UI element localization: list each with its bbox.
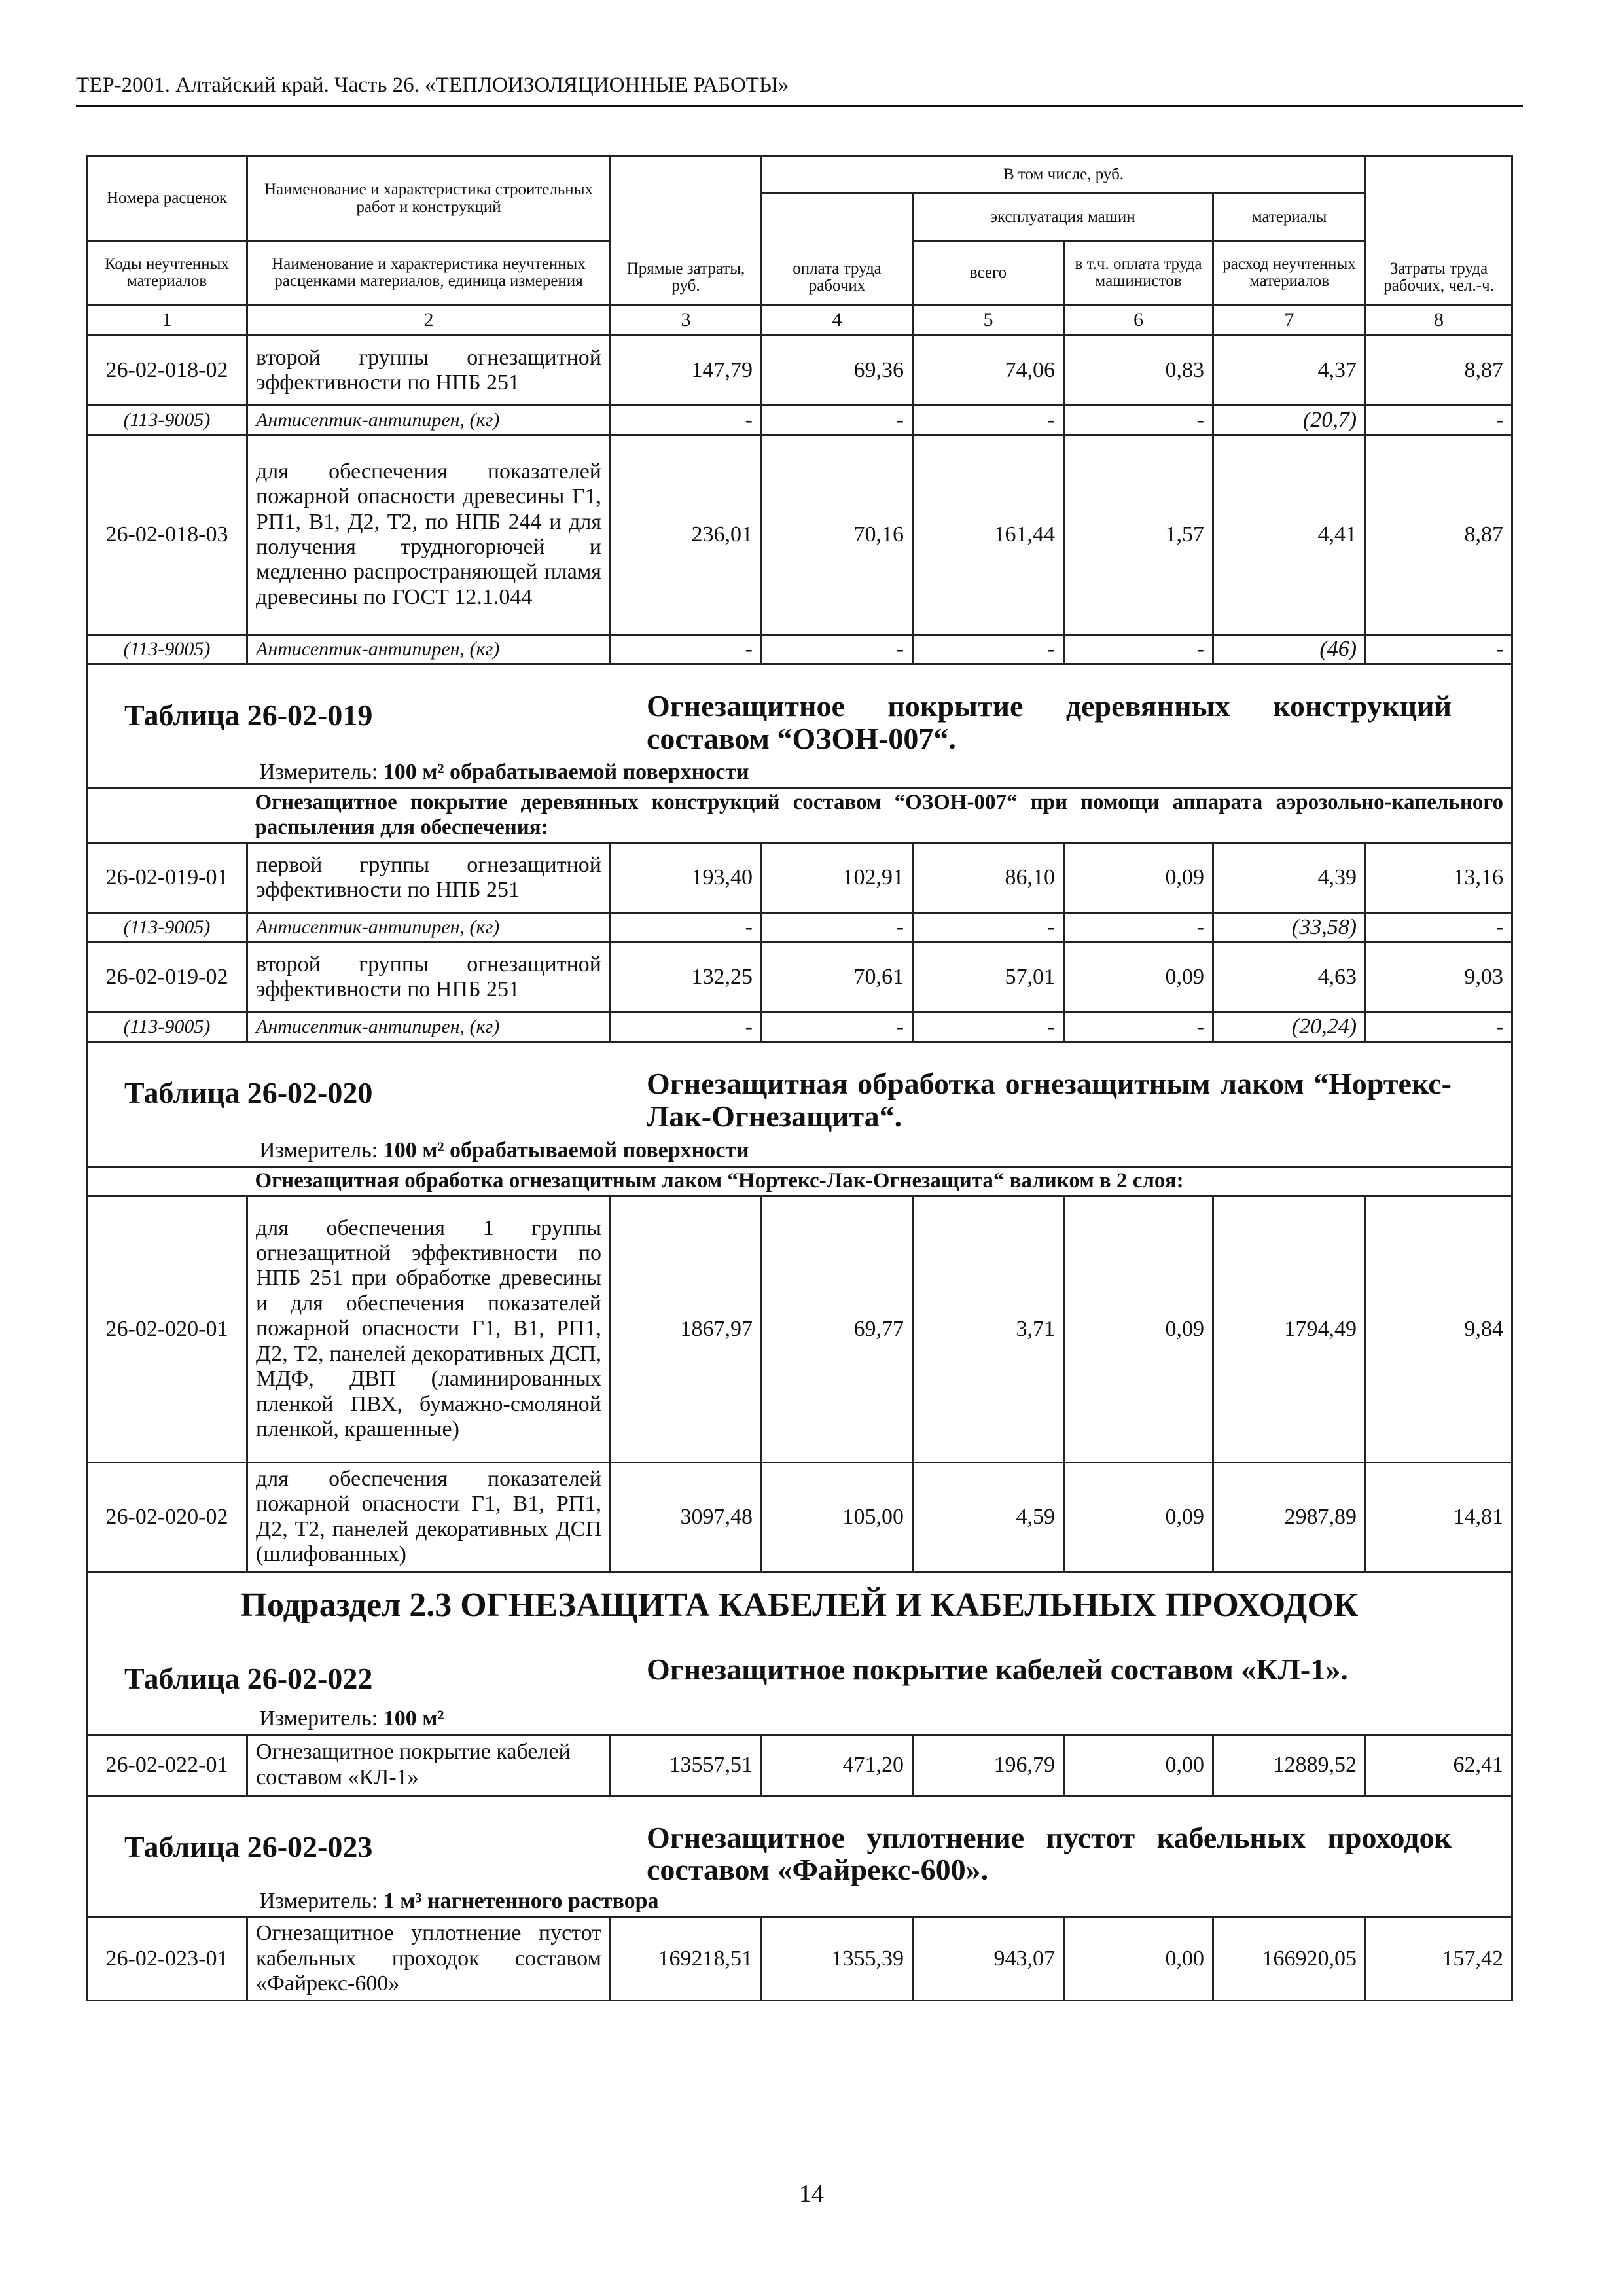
rate-name: для обеспечения показателей пожарной опасности Г1, В1, РП1, Д2, Т2, панелей декоративных ДСП (шлифованных) <box>247 1462 611 1571</box>
value-labor-pay: 69,77 <box>762 1196 913 1462</box>
value-materials: 4,63 <box>1213 942 1366 1013</box>
col-num: 4 <box>762 305 913 336</box>
rate-row <box>87 942 1512 1013</box>
rate-code: 26-02-023-01 <box>87 1917 247 2000</box>
value-machinist-pay: 0,83 <box>1064 336 1213 406</box>
col-incl-pay-header: в т.ч. оплата труда машинистов <box>1064 242 1213 305</box>
measure-value: 100 м² обрабатываемой поверхности <box>383 1138 749 1162</box>
value-materials: 2987,89 <box>1213 1462 1366 1571</box>
material-value: - <box>611 1013 762 1042</box>
table-title: Таблица 26-02-019 <box>124 698 373 732</box>
table-name: Огнезащитное покрытие деревянных конструкций составом “ОЗОН-007“. <box>647 689 1452 755</box>
measure-label: Измеритель: <box>259 1138 378 1162</box>
value-machines-total: 4,59 <box>913 1462 1064 1571</box>
value-direct: 1867,97 <box>611 1196 762 1462</box>
col-total-header: всего <box>913 242 1064 305</box>
value-machines-total: 74,06 <box>913 336 1064 406</box>
rate-name: второй группы огнезащитной эффективности по НПБ 251 <box>247 942 611 1013</box>
subhead-row <box>87 789 1512 843</box>
material-value: - <box>762 913 913 942</box>
rate-row <box>87 336 1512 406</box>
value-machinist-pay: 1,57 <box>1064 435 1213 635</box>
col-num: 6 <box>1064 305 1213 336</box>
value-labor-pay: 70,16 <box>762 435 913 635</box>
rate-code: 26-02-020-01 <box>87 1196 247 1462</box>
material-name: Антисептик-антипирен, (кг) <box>247 635 611 664</box>
material-name: Антисептик-антипирен, (кг) <box>247 913 611 942</box>
rate-row <box>87 843 1512 913</box>
value-labor-cost: 157,42 <box>1366 1917 1512 2000</box>
value-machinist-pay: 0,09 <box>1064 1462 1213 1571</box>
value-machines-total: 943,07 <box>913 1917 1064 2000</box>
material-value: - <box>611 406 762 435</box>
rate-code: 26-02-019-01 <box>87 843 247 913</box>
value-labor-cost: 8,87 <box>1366 435 1512 635</box>
value-machinist-pay: 0,09 <box>1064 1196 1213 1462</box>
table-title-row <box>87 664 1512 789</box>
material-value: - <box>762 406 913 435</box>
table-name: Огнезащитное покрытие кабелей составом «КЛ-1». <box>647 1652 1348 1686</box>
material-value: - <box>611 635 762 664</box>
value-direct: 132,25 <box>611 942 762 1013</box>
col-num: 8 <box>1366 305 1512 336</box>
table-title: Таблица 26-02-023 <box>124 1829 373 1863</box>
material-row <box>87 635 1512 664</box>
subhead-row <box>87 1166 1512 1196</box>
value-materials: 166920,05 <box>1213 1917 1366 2000</box>
value-machinist-pay: 0,00 <box>1064 1917 1213 2000</box>
value-labor-pay: 69,36 <box>762 336 913 406</box>
material-value: - <box>611 913 762 942</box>
table-name: Огнезащитное уплотнение пустот кабельных проходок составом «Файрекс-600». <box>647 1820 1452 1887</box>
material-value: - <box>913 635 1064 664</box>
rate-name: первой группы огнезащитной эффективности по НПБ 251 <box>247 843 611 913</box>
value-machines-total: 86,10 <box>913 843 1064 913</box>
col-incl-header: В том числе, руб. <box>762 156 1366 194</box>
material-value: - <box>1064 635 1213 664</box>
value-labor-pay: 105,00 <box>762 1462 913 1571</box>
value-machines-total: 196,79 <box>913 1734 1064 1795</box>
material-code: (113-9005) <box>87 406 247 435</box>
value-direct: 193,40 <box>611 843 762 913</box>
col-num: 1 <box>87 305 247 336</box>
material-value: (20,7) <box>1213 406 1366 435</box>
rate-code: 26-02-020-02 <box>87 1462 247 1571</box>
material-value: - <box>1064 1013 1213 1042</box>
measure-line <box>88 755 1511 787</box>
table-title-row <box>87 1795 1512 1917</box>
material-name: Антисептик-антипирен, (кг) <box>247 1013 611 1042</box>
material-value: - <box>1366 406 1512 435</box>
col-rates-header: Номера расценок <box>87 156 247 242</box>
rate-code: 26-02-018-03 <box>87 435 247 635</box>
measure-label: Измеритель: <box>259 760 378 785</box>
material-value: - <box>762 635 913 664</box>
rate-row <box>87 1462 1512 1571</box>
material-value: - <box>913 913 1064 942</box>
material-value: (46) <box>1213 635 1366 664</box>
rate-row <box>87 1917 1512 2000</box>
material-value: - <box>762 1013 913 1042</box>
page-number: 14 <box>799 2180 824 2208</box>
material-row <box>87 1013 1512 1042</box>
material-value: - <box>913 406 1064 435</box>
rate-name: для обеспечения показателей пожарной опасности древесины Г1, РП1, В1, Д2, Т2, по НПБ 244 и для получения трудногорючей и медленно распространяющей пламя древесины по ГОСТ 12.1.044 <box>247 435 611 635</box>
value-direct: 169218,51 <box>611 1917 762 2000</box>
rate-code: 26-02-019-02 <box>87 942 247 1013</box>
value-labor-pay: 70,61 <box>762 942 913 1013</box>
measure-line <box>88 1886 1511 1916</box>
value-labor-cost: 9,03 <box>1366 942 1512 1013</box>
material-row <box>87 406 1512 435</box>
header-rule <box>76 105 1523 107</box>
rate-name: Огнезащитное покрытие кабелей составом «КЛ-1» <box>247 1734 611 1795</box>
material-value: - <box>1064 913 1213 942</box>
measure-value: 100 м² обрабатываемой поверхности <box>383 760 749 785</box>
material-code: (113-9005) <box>87 1013 247 1042</box>
running-header: ТЕР-2001. Алтайский край. Часть 26. «ТЕПЛОИЗОЛЯЦИОННЫЕ РАБОТЫ» <box>76 73 789 97</box>
value-materials: 1794,49 <box>1213 1196 1366 1462</box>
col-machines-header: эксплуатация машин <box>913 194 1213 242</box>
col-num: 2 <box>247 305 611 336</box>
col-num: 3 <box>611 305 762 336</box>
value-direct: 3097,48 <box>611 1462 762 1571</box>
col-materials-header: материалы <box>1213 194 1366 242</box>
col-direct-header: Прямые затраты, руб. <box>611 156 762 305</box>
measure-line <box>88 1704 1511 1734</box>
material-code: (113-9005) <box>87 635 247 664</box>
col-consumption-header: расход неучтенных материалов <box>1213 242 1366 305</box>
value-direct: 13557,51 <box>611 1734 762 1795</box>
col-labor-pay-header: оплата труда рабочих <box>762 194 913 305</box>
header-row-1 <box>87 156 1512 194</box>
rate-row <box>87 435 1512 635</box>
value-materials: 12889,52 <box>1213 1734 1366 1795</box>
material-value: - <box>1366 1013 1512 1042</box>
value-machinist-pay: 0,00 <box>1064 1734 1213 1795</box>
material-value: - <box>913 1013 1064 1042</box>
value-labor-pay: 102,91 <box>762 843 913 913</box>
measure-label: Измеритель: <box>259 1706 378 1731</box>
table-name: Огнезащитная обработка огнезащитным лаком “Нортекс-Лак-Огнезащита“. <box>647 1067 1452 1133</box>
measure-label: Измеритель: <box>259 1888 378 1913</box>
rate-row <box>87 1734 1512 1795</box>
subsection-title: Подраздел 2.3 ОГНЕЗАЩИТА КАБЕЛЕЙ И КАБЕЛЬНЫХ ПРОХОДОК <box>240 1586 1359 1624</box>
value-direct: 236,01 <box>611 435 762 635</box>
value-labor-pay: 1355,39 <box>762 1917 913 2000</box>
value-labor-cost: 14,81 <box>1366 1462 1512 1571</box>
material-value: - <box>1366 635 1512 664</box>
price-table <box>86 155 1513 2001</box>
value-machinist-pay: 0,09 <box>1064 843 1213 913</box>
material-value: (33,58) <box>1213 913 1366 942</box>
col-names-header: Наименование и характеристика неучтенных расценками материалов, единица измерения <box>247 242 611 305</box>
value-labor-pay: 471,20 <box>762 1734 913 1795</box>
table-title-row <box>87 1042 1512 1166</box>
material-value: (20,24) <box>1213 1013 1366 1042</box>
value-materials: 4,37 <box>1213 336 1366 406</box>
value-materials: 4,39 <box>1213 843 1366 913</box>
col-num: 5 <box>913 305 1064 336</box>
table-title: Таблица 26-02-020 <box>124 1076 373 1110</box>
measure-value: 100 м² <box>383 1706 444 1731</box>
table-subhead: Огнезащитная обработка огнезащитным лаком “Нортекс-Лак-Огнезащита“ валиком в 2 слоя: <box>247 1166 1512 1196</box>
measure-line <box>88 1133 1511 1166</box>
value-direct: 147,79 <box>611 336 762 406</box>
col-num: 7 <box>1213 305 1366 336</box>
rate-name: для обеспечения 1 группы огнезащитной эффективности по НПБ 251 при обработке древесины и для обеспечения показателей пожарной опасности Г1, В1, РП1, Д2, Т2, панелей декоративных ДСП, МДФ, ДВП (ламинированных пленкой ПВХ, бумажно-смоляной пленкой, крашенные) <box>247 1196 611 1462</box>
rate-name: Огнезащитное уплотнение пустот кабельных проходок составом «Файрекс-600» <box>247 1917 611 2000</box>
measure-value: 1 м³ нагнетенного раствора <box>383 1888 659 1913</box>
rate-name: второй группы огнезащитной эффективности по НПБ 251 <box>247 336 611 406</box>
col-works-header: Наименование и характеристика строительных работ и конструкций <box>247 156 611 242</box>
value-machinist-pay: 0,09 <box>1064 942 1213 1013</box>
value-materials: 4,41 <box>1213 435 1366 635</box>
value-machines-total: 161,44 <box>913 435 1064 635</box>
table-title: Таблица 26-02-022 <box>124 1661 373 1695</box>
rate-code: 26-02-022-01 <box>87 1734 247 1795</box>
material-code: (113-9005) <box>87 913 247 942</box>
material-value: - <box>1366 913 1512 942</box>
col-codes-header: Коды неучтенных материалов <box>87 242 247 305</box>
column-numbers-row <box>87 305 1512 336</box>
material-row <box>87 913 1512 942</box>
value-labor-cost: 13,16 <box>1366 843 1512 913</box>
rate-row <box>87 1196 1512 1462</box>
value-labor-cost: 8,87 <box>1366 336 1512 406</box>
table-subhead: Огнезащитное покрытие деревянных конструкций составом “ОЗОН-007“ при помощи аппарата аэрозольно-капельного распыления для обеспечения: <box>247 789 1512 843</box>
value-labor-cost: 9,84 <box>1366 1196 1512 1462</box>
value-labor-cost: 62,41 <box>1366 1734 1512 1795</box>
value-machines-total: 3,71 <box>913 1196 1064 1462</box>
material-name: Антисептик-антипирен, (кг) <box>247 406 611 435</box>
rate-code: 26-02-018-02 <box>87 336 247 406</box>
material-value: - <box>1064 406 1213 435</box>
table-title-row <box>87 1571 1512 1734</box>
value-machines-total: 57,01 <box>913 942 1064 1013</box>
col-labor-cost-header: Затраты труда рабочих, чел.-ч. <box>1366 156 1512 305</box>
